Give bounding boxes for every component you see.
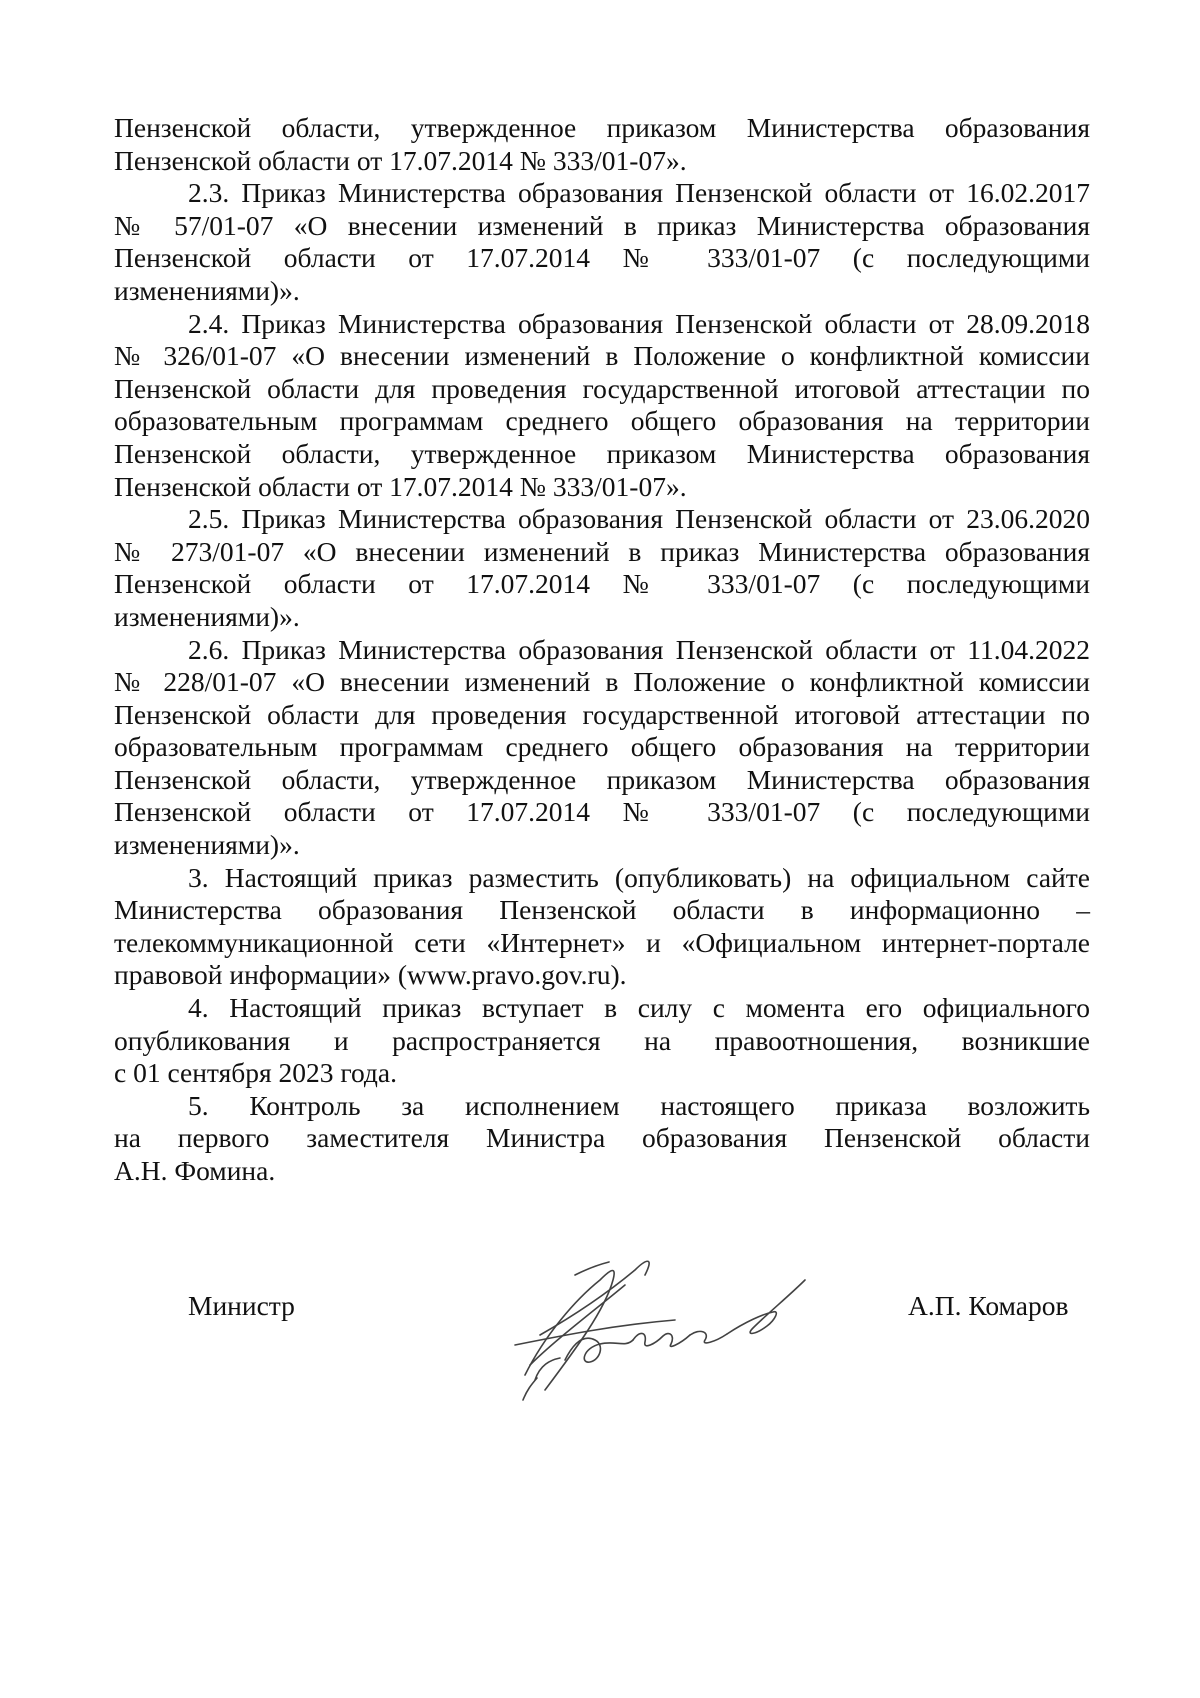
text-line: опубликования и распространяется на правоотношения, возникшие bbox=[114, 1024, 1090, 1056]
text-line: с 01 сентября 2023 года. bbox=[114, 1057, 397, 1089]
text-line: 5. Контроль за исполнением настоящего приказа возложить bbox=[188, 1089, 1090, 1121]
text-line: правовой информации» (www.pravo.gov.ru). bbox=[114, 959, 627, 991]
text-line: образовательным программам среднего общего образования на территории bbox=[114, 405, 1090, 437]
text-line: образовательным программам среднего общего образования на территории bbox=[114, 731, 1090, 763]
text-line: Пензенской области от 17.07.2014 № 333/01-07 (с последующими bbox=[114, 242, 1090, 274]
text-line: Министерства образования Пензенской области в информационно – bbox=[114, 894, 1090, 926]
text-line: изменениями)». bbox=[114, 274, 300, 306]
handwritten-signature bbox=[505, 1240, 855, 1420]
text-line: Пензенской области для проведения государственной итоговой аттестации по bbox=[114, 372, 1090, 404]
text-line: Пензенской области от 17.07.2014 № 333/01-07». bbox=[114, 470, 687, 502]
text-line: 2.3. Приказ Министерства образования Пензенской области от 16.02.2017 bbox=[188, 177, 1090, 209]
text-line: № 57/01-07 «О внесении изменений в приказ Министерства образования bbox=[114, 209, 1090, 241]
text-line: на первого заместителя Министра образования Пензенской области bbox=[114, 1122, 1090, 1154]
text-line: Пензенской области от 17.07.2014 № 333/01-07 (с последующими bbox=[114, 796, 1090, 828]
text-line: телекоммуникационной сети «Интернет» и «Официальном интернет-портале bbox=[114, 926, 1090, 958]
text-line: 2.6. Приказ Министерства образования Пензенской области от 11.04.2022 bbox=[188, 633, 1090, 665]
text-line: Пензенской области, утвержденное приказом Министерства образования bbox=[114, 437, 1090, 469]
signatory-title: Министр bbox=[188, 1290, 295, 1321]
text-line: 4. Настоящий приказ вступает в силу с момента его официального bbox=[188, 992, 1090, 1024]
text-line: № 228/01-07 «О внесении изменений в Положение о конфликтной комиссии bbox=[114, 666, 1090, 698]
text-line: изменениями)». bbox=[114, 829, 300, 861]
signatory-name: А.П. Комаров bbox=[908, 1290, 1069, 1321]
text-line: Пензенской области, утвержденное приказом Министерства образования bbox=[114, 112, 1090, 143]
text-line: 2.4. Приказ Министерства образования Пензенской области от 28.09.2018 bbox=[188, 307, 1090, 339]
text-line: 3. Настоящий приказ разместить (опубликовать) на официальном сайте bbox=[188, 861, 1090, 893]
text-line: изменениями)». bbox=[114, 600, 300, 632]
text-line: Пензенской области от 17.07.2014 № 333/01-07». bbox=[114, 144, 687, 176]
text-line: 2.5. Приказ Министерства образования Пензенской области от 23.06.2020 bbox=[188, 503, 1090, 535]
text-line: Пензенской области, утвержденное приказом Министерства образования bbox=[114, 763, 1090, 795]
document-body bbox=[114, 112, 1090, 1188]
text-line: Пензенской области для проведения государственной итоговой аттестации по bbox=[114, 698, 1090, 730]
text-line: № 326/01-07 «О внесении изменений в Положение о конфликтной комиссии bbox=[114, 340, 1090, 372]
text-line: № 273/01-07 «О внесении изменений в приказ Министерства образования bbox=[114, 535, 1090, 567]
text-line: Пензенской области от 17.07.2014 № 333/01-07 (с последующими bbox=[114, 568, 1090, 600]
text-line: А.Н. Фомина. bbox=[114, 1155, 276, 1186]
